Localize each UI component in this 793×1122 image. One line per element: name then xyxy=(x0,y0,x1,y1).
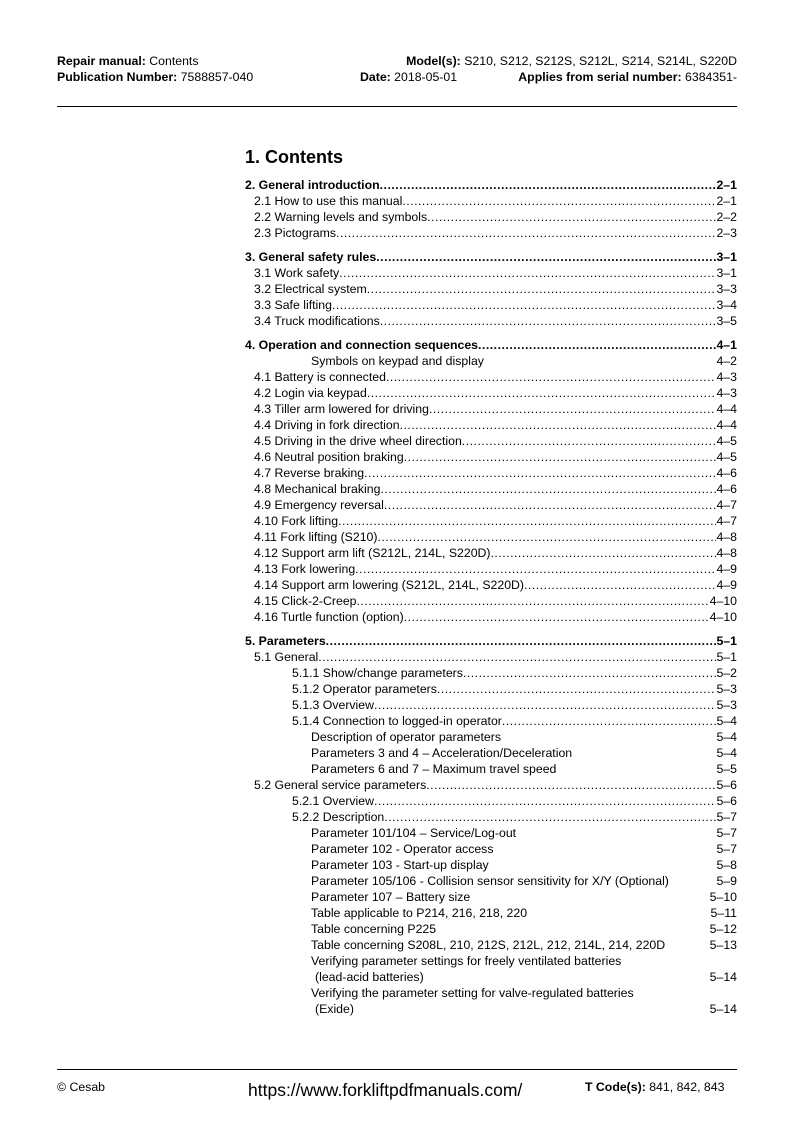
toc-entry-title: Table applicable to P214, 216, 218, 220 xyxy=(311,906,528,920)
toc-entry-title: 4.13 Fork lowering xyxy=(254,562,356,576)
toc-entry-page: 4–8 xyxy=(716,530,737,544)
toc-entry[interactable] xyxy=(245,465,737,481)
toc-entry[interactable] xyxy=(245,353,737,369)
toc-entry-page: 4–8 xyxy=(716,546,737,560)
toc-entry-page: 5–1 xyxy=(716,650,737,664)
toc-entry-title: 4.15 Click-2-Creep xyxy=(254,594,357,608)
toc-entry-page: 5–11 xyxy=(710,906,737,920)
toc-entry-leader-dots xyxy=(386,369,717,385)
toc-entry-page: 4–1 xyxy=(716,338,737,352)
toc-entry-page: 3–1 xyxy=(716,266,737,280)
toc-entry-title: 4.3 Tiller arm lowered for driving xyxy=(254,402,429,416)
serial-value: 6384351- xyxy=(685,70,737,84)
toc-entry[interactable] xyxy=(245,633,737,649)
toc-entry-title: Verifying parameter settings for freely ventilated batteries xyxy=(311,954,622,968)
toc-entry-leader-dots xyxy=(427,209,716,225)
toc-entry[interactable] xyxy=(245,921,737,937)
toc-entry-page: 3–1 xyxy=(716,250,737,264)
toc-entry-leader-dots xyxy=(524,577,716,593)
toc-entry[interactable] xyxy=(245,577,737,593)
toc-entry-title: 5.1.1 Show/change parameters xyxy=(292,666,463,680)
toc-entry-leader-dots xyxy=(402,193,716,209)
toc-entry-leader-dots xyxy=(478,337,716,353)
serial-block xyxy=(518,69,737,85)
models-value: S210, S212, S212S, S212L, S214, S214L, S220D xyxy=(464,54,737,68)
toc-entry-page: 4–4 xyxy=(716,402,737,416)
models-line xyxy=(360,53,737,69)
toc-entry-page: 4–6 xyxy=(716,466,737,480)
toc-entry-title: 3. General safety rules xyxy=(245,250,377,264)
toc-entry-title: (lead-acid batteries) xyxy=(315,970,424,984)
toc-entry-leader-dots xyxy=(380,481,716,497)
toc-entry-title: Symbols on keypad and display xyxy=(311,354,484,368)
toc-entry[interactable] xyxy=(245,281,737,297)
toc-entry[interactable] xyxy=(245,313,737,329)
manual-value: Contents xyxy=(149,54,199,68)
toc-entry-leader-dots xyxy=(380,313,717,329)
publication-value: 7588857-040 xyxy=(180,70,254,84)
toc-entry-page: 2–3 xyxy=(716,226,737,240)
publication-label: Publication Number: xyxy=(57,70,178,84)
toc-entry[interactable] xyxy=(245,449,737,465)
toc-entry-leader-dots xyxy=(462,433,717,449)
toc-entry-title: 5.1.2 Operator parameters xyxy=(292,682,437,696)
footer-divider xyxy=(57,1069,737,1070)
toc-entry[interactable] xyxy=(245,857,737,873)
toc-entry-leader-dots xyxy=(380,177,717,193)
date-serial-line xyxy=(360,69,737,85)
toc-entry[interactable] xyxy=(245,593,737,609)
toc-entry-page: 4–10 xyxy=(709,610,737,624)
models-label: Model(s): xyxy=(406,54,461,68)
page-title: 1. Contents xyxy=(245,147,344,167)
toc-entry-leader-dots xyxy=(367,385,717,401)
toc-entry[interactable] xyxy=(245,953,737,969)
toc-entry-title: 5.1.3 Overview xyxy=(292,698,375,712)
toc-entry[interactable] xyxy=(245,937,737,953)
toc-entry-page: 5–4 xyxy=(716,746,737,760)
toc-entry-page: 4–3 xyxy=(716,370,737,384)
toc-entry-leader-dots xyxy=(437,681,717,697)
toc-entry-leader-dots xyxy=(463,665,717,681)
toc-entry-title: Parameter 102 - Operator access xyxy=(311,842,494,856)
toc-entry-page: 4–4 xyxy=(716,418,737,432)
toc-entry[interactable] xyxy=(245,417,737,433)
toc-entry-page: 5–14 xyxy=(709,1002,737,1016)
tcode-value: 841, 842, 843 xyxy=(649,1080,725,1094)
toc-entry[interactable] xyxy=(245,873,737,889)
toc-entry-title: Parameters 6 and 7 – Maximum travel speed xyxy=(311,762,557,776)
toc-entry-page: 3–3 xyxy=(716,282,737,296)
toc-entry-page: 5–5 xyxy=(716,762,737,776)
manual-label: Repair manual: xyxy=(57,54,146,68)
toc-entry-leader-dots xyxy=(426,777,716,793)
toc-entry[interactable] xyxy=(245,385,737,401)
toc-entry-title: 5.2.1 Overview xyxy=(292,794,375,808)
header-left xyxy=(57,53,253,85)
toc-entry[interactable] xyxy=(245,889,737,905)
toc-entry-page: 5–4 xyxy=(716,730,737,744)
toc-entry-leader-dots xyxy=(400,417,717,433)
toc-entry[interactable] xyxy=(245,809,737,825)
toc-entry-page: 4–9 xyxy=(716,578,737,592)
toc-entry[interactable] xyxy=(245,713,737,729)
toc-entry[interactable] xyxy=(245,777,737,793)
toc-entry-page: 4–5 xyxy=(716,434,737,448)
toc-entry[interactable] xyxy=(245,401,737,417)
toc-entry[interactable] xyxy=(245,225,737,241)
toc-entry-leader-dots xyxy=(318,649,716,665)
toc-entry[interactable] xyxy=(245,529,737,545)
toc-entry[interactable] xyxy=(245,681,737,697)
toc-entry-title: 2.3 Pictograms xyxy=(254,226,337,240)
toc-entry-leader-dots xyxy=(364,465,716,481)
header-divider xyxy=(57,106,737,107)
toc-entry-leader-dots xyxy=(374,697,716,713)
toc-entry-page: 4–5 xyxy=(716,450,737,464)
manual-line xyxy=(57,53,253,69)
toc-entry-leader-dots xyxy=(377,529,716,545)
toc-entry-leader-dots xyxy=(339,265,716,281)
toc-entry-page: 5–7 xyxy=(716,810,737,824)
toc-entry-leader-dots xyxy=(376,249,716,265)
toc-entry-leader-dots xyxy=(336,225,716,241)
toc-entry[interactable] xyxy=(245,177,737,193)
toc-entry[interactable] xyxy=(245,265,737,281)
toc-entry-page: 5–3 xyxy=(716,698,737,712)
toc-entry[interactable] xyxy=(245,649,737,665)
toc-entry-page: 5–8 xyxy=(716,858,737,872)
toc-entry-page: 3–5 xyxy=(716,314,737,328)
toc-entry-leader-dots xyxy=(491,545,717,561)
toc-entry-page: 5–7 xyxy=(716,826,737,840)
toc-entry[interactable] xyxy=(245,1001,737,1017)
toc-entry-page: 4–7 xyxy=(716,514,737,528)
toc-entry-title: Parameter 103 - Start-up display xyxy=(311,858,489,872)
toc-entry-title: 4.4 Driving in fork direction xyxy=(254,418,400,432)
toc-entry-leader-dots xyxy=(404,449,717,465)
toc-entry-leader-dots xyxy=(374,793,716,809)
toc-entry-leader-dots xyxy=(429,401,717,417)
toc-entry[interactable] xyxy=(245,969,737,985)
toc-entry[interactable] xyxy=(245,985,737,1001)
toc-entry-title: 5.1 General xyxy=(254,650,319,664)
tcode-label: T Code(s): xyxy=(585,1080,646,1094)
toc-entry-page: 5–1 xyxy=(716,634,737,648)
toc-entry-title: 4. Operation and connection sequences xyxy=(245,338,479,352)
toc-entry-page: 4–6 xyxy=(716,482,737,496)
toc-entry-title: 4.8 Mechanical braking xyxy=(254,482,381,496)
toc-entry-title: 2.2 Warning levels and symbols xyxy=(254,210,428,224)
footer-copyright: © Cesab xyxy=(57,1080,106,1094)
toc-entry-page: 5–3 xyxy=(716,682,737,696)
toc-entry-title: Description of operator parameters xyxy=(311,730,502,744)
table-of-contents xyxy=(245,177,737,1017)
toc-entry-title: (Exide) xyxy=(315,1002,354,1016)
toc-entry-leader-dots xyxy=(338,513,716,529)
toc-entry-leader-dots xyxy=(355,561,716,577)
toc-entry[interactable] xyxy=(245,761,737,777)
toc-entry[interactable] xyxy=(245,561,737,577)
toc-entry[interactable] xyxy=(245,841,737,857)
toc-entry[interactable] xyxy=(245,249,737,265)
toc-entry[interactable] xyxy=(245,433,737,449)
toc-entry-page: 5–9 xyxy=(716,874,737,888)
toc-entry-title: 2.1 How to use this manual xyxy=(254,194,403,208)
toc-entry-title: 5.2 General service parameters xyxy=(254,778,427,792)
toc-entry-leader-dots xyxy=(404,609,710,625)
toc-entry-title: 3.4 Truck modifications xyxy=(254,314,380,328)
toc-entry-page: 2–1 xyxy=(716,178,737,192)
serial-label: Applies from serial number: xyxy=(518,70,682,84)
toc-entry-leader-dots xyxy=(326,633,717,649)
toc-entry-title: 4.10 Fork lifting xyxy=(254,514,339,528)
toc-entry-title: 4.16 Turtle function (option) xyxy=(254,610,404,624)
toc-entry-leader-dots xyxy=(502,713,717,729)
toc-entry-page: 5–10 xyxy=(709,890,737,904)
toc-entry-title: Parameter 105/106 - Collision sensor sensitivity for X/Y (Optional) xyxy=(311,874,669,888)
toc-entry[interactable] xyxy=(245,609,737,625)
toc-entry-page: 3–4 xyxy=(716,298,737,312)
toc-entry-title: Verifying the parameter setting for valve-regulated batteries xyxy=(311,986,634,1000)
toc-entry[interactable] xyxy=(245,497,737,513)
toc-entry-page: 5–4 xyxy=(716,714,737,728)
toc-entry[interactable] xyxy=(245,369,737,385)
footer-url-link[interactable]: https://www.forkliftpdfmanuals.com/ xyxy=(248,1080,523,1100)
toc-entry-page: 5–7 xyxy=(716,842,737,856)
toc-entry-title: 4.11 Fork lifting (S210) xyxy=(254,530,378,544)
toc-entry-page: 2–2 xyxy=(716,210,737,224)
toc-entry-title: 5.1.4 Connection to logged-in operator xyxy=(292,714,502,728)
toc-entry-title: 3.2 Electrical system xyxy=(254,282,367,296)
toc-entry-page: 2–1 xyxy=(716,194,737,208)
toc-entry[interactable] xyxy=(245,729,737,745)
toc-entry[interactable] xyxy=(245,481,737,497)
toc-entry[interactable] xyxy=(245,297,737,313)
toc-entry[interactable] xyxy=(245,193,737,209)
toc-entry-page: 4–2 xyxy=(716,354,737,368)
toc-entry-title: 4.14 Support arm lowering (S212L, 214L, S220D) xyxy=(254,578,525,592)
toc-entry-page: 5–6 xyxy=(716,778,737,792)
header-right xyxy=(360,53,737,85)
toc-entry-page: 5–14 xyxy=(709,970,737,984)
toc-entry-leader-dots xyxy=(384,809,716,825)
date-label: Date: xyxy=(360,70,391,84)
footer-tcode xyxy=(585,1080,724,1094)
toc-entry[interactable] xyxy=(245,697,737,713)
date-value: 2018-05-01 xyxy=(394,70,458,84)
toc-entry-page: 4–3 xyxy=(716,386,737,400)
toc-entry-title: 4.2 Login via keypad xyxy=(254,386,367,400)
toc-entry-title: 4.9 Emergency reversal xyxy=(254,498,384,512)
toc-entry-title: Parameters 3 and 4 – Acceleration/Deceleration xyxy=(311,746,573,760)
toc-entry[interactable] xyxy=(245,545,737,561)
toc-entry-page: 5–13 xyxy=(709,938,737,952)
toc-entry-title: 4.5 Driving in the drive wheel direction xyxy=(254,434,462,448)
toc-entry-title: 4.7 Reverse braking xyxy=(254,466,365,480)
toc-entry-page: 5–12 xyxy=(709,922,737,936)
toc-entry-leader-dots xyxy=(357,593,710,609)
publication-line xyxy=(57,69,253,85)
toc-entry-title: 3.3 Safe lifting xyxy=(254,298,332,312)
toc-entry-title: 4.12 Support arm lift (S212L, 214L, S220D) xyxy=(254,546,491,560)
toc-entry-title: Parameter 107 – Battery size xyxy=(311,890,471,904)
toc-entry[interactable] xyxy=(245,745,737,761)
toc-entry-page: 4–9 xyxy=(716,562,737,576)
toc-entry-title: Table concerning P225 xyxy=(311,922,437,936)
toc-entry-title: 3.1 Work safety xyxy=(254,266,340,280)
toc-entry-page: 4–10 xyxy=(709,594,737,608)
toc-entry-leader-dots xyxy=(367,281,717,297)
date-block xyxy=(360,69,457,85)
toc-entry-title: Parameter 101/104 – Service/Log-out xyxy=(311,826,517,840)
toc-entry[interactable] xyxy=(245,513,737,529)
toc-entry-title: 4.6 Neutral position braking xyxy=(254,450,404,464)
toc-entry[interactable] xyxy=(245,905,737,921)
toc-entry-title: 5.2.2 Description xyxy=(292,810,385,824)
toc-entry[interactable] xyxy=(245,665,737,681)
toc-entry-title: 5. Parameters xyxy=(245,634,326,648)
toc-entry-page: 4–7 xyxy=(716,498,737,512)
toc-entry[interactable] xyxy=(245,209,737,225)
toc-entry-leader-dots xyxy=(384,497,717,513)
toc-entry-page: 5–2 xyxy=(716,666,737,680)
toc-entry-title: Table concerning S208L, 210, 212S, 212L, 212, 214L, 214, 220D xyxy=(311,938,666,952)
toc-entry[interactable] xyxy=(245,793,737,809)
toc-entry[interactable] xyxy=(245,337,737,353)
toc-entry-title: 2. General introduction xyxy=(245,178,380,192)
toc-entry-title: 4.1 Battery is connected xyxy=(254,370,386,384)
toc-entry-leader-dots xyxy=(332,297,717,313)
toc-entry-page: 5–6 xyxy=(716,794,737,808)
toc-entry[interactable] xyxy=(245,825,737,841)
